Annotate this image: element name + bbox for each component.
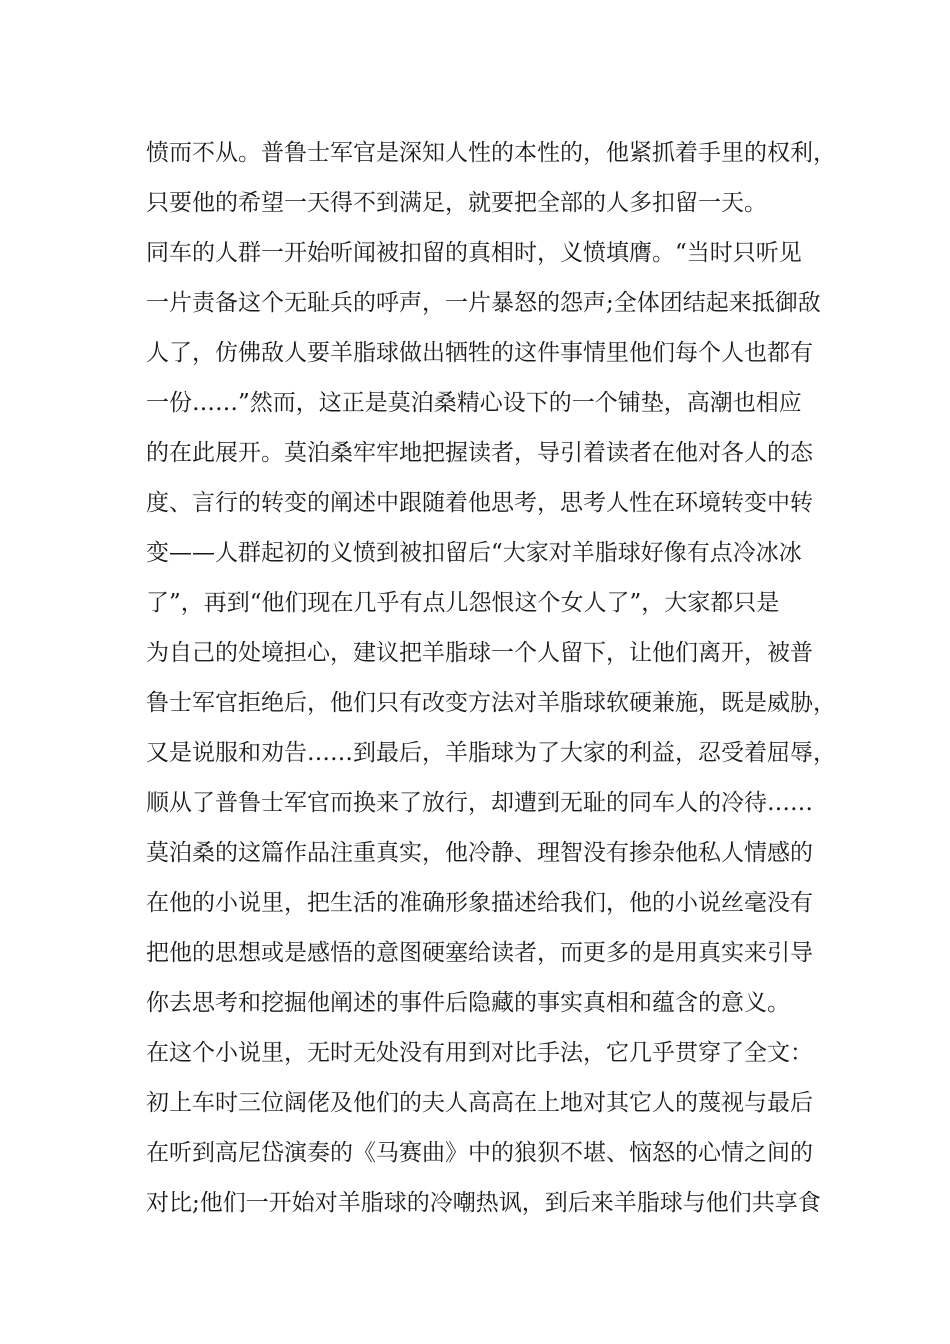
- text-line: 在听到高尼岱演奏的《马赛曲》中的狼狈不堪、恼怒的心情之间的: [146, 1140, 813, 1166]
- text-line: 你去思考和挖掘他阐述的事件后隐藏的事实真相和蕴含的意义。: [146, 990, 790, 1016]
- text-line: 把他的思想或是感悟的意图硬塞给读者，而更多的是用真实来引导: [146, 940, 813, 966]
- text-line: 只要他的希望一天得不到满足，就要把全部的人多扣留一天。: [146, 190, 767, 216]
- text-line: 一份……”然而，这正是莫泊桑精心设下的一个铺垫，高潮也相应: [146, 390, 802, 416]
- text-line: 了”，再到“他们现在几乎有点儿怨恨这个女人了”，大家都只是: [146, 590, 780, 616]
- text-line: 初上车时三位阔佬及他们的夫人高高在上地对其它人的蔑视与最后: [146, 1090, 813, 1116]
- document-body: [146, 128, 836, 1228]
- text-line: 为自己的处境担心，建议把羊脂球一个人留下，让他们离开，被普: [146, 640, 813, 666]
- text-line: 同车的人群一开始听闻被扣留的真相时，义愤填膺。“当时只听见: [146, 240, 802, 266]
- text-line: 变——人群起初的义愤到被扣留后“大家对羊脂球好像有点冷冰冰: [146, 540, 802, 566]
- text-line: 又是说服和劝告……到最后，羊脂球为了大家的利益，忍受着屈辱，: [146, 740, 836, 766]
- text-line: 鲁士军官拒绝后，他们只有改变方法对羊脂球软硬兼施，既是威胁，: [146, 690, 836, 716]
- text-line: 在他的小说里，把生活的准确形象描述给我们，他的小说丝毫没有: [146, 890, 813, 916]
- text-line: 度、言行的转变的阐述中跟随着他思考，思考人性在环境转变中转: [146, 490, 813, 516]
- text-line: 一片责备这个无耻兵的呼声，一片暴怒的怨声;全体团结起来抵御敌: [146, 290, 821, 316]
- text-line: 人了，仿佛敌人要羊脂球做出牺牲的这件事情里他们每个人也都有: [146, 340, 813, 366]
- text-line: 顺从了普鲁士军官而换来了放行，却遭到无耻的同车人的冷待……: [146, 790, 813, 816]
- text-line: 对比;他们一开始对羊脂球的冷嘲热讽，到后来羊脂球与他们共享食: [146, 1190, 821, 1216]
- text-line: 愤而不从。普鲁士军官是深知人性的本性的，他紧抓着手里的权利，: [146, 140, 836, 166]
- text-line: 在这个小说里，无时无处没有用到对比手法，它几乎贯穿了全文：: [146, 1040, 813, 1066]
- text-line: 莫泊桑的这篇作品注重真实，他冷静、理智没有掺杂他私人情感的: [146, 840, 813, 866]
- text-line: 的在此展开。莫泊桑牢牢地把握读者，导引着读者在他对各人的态: [146, 440, 813, 466]
